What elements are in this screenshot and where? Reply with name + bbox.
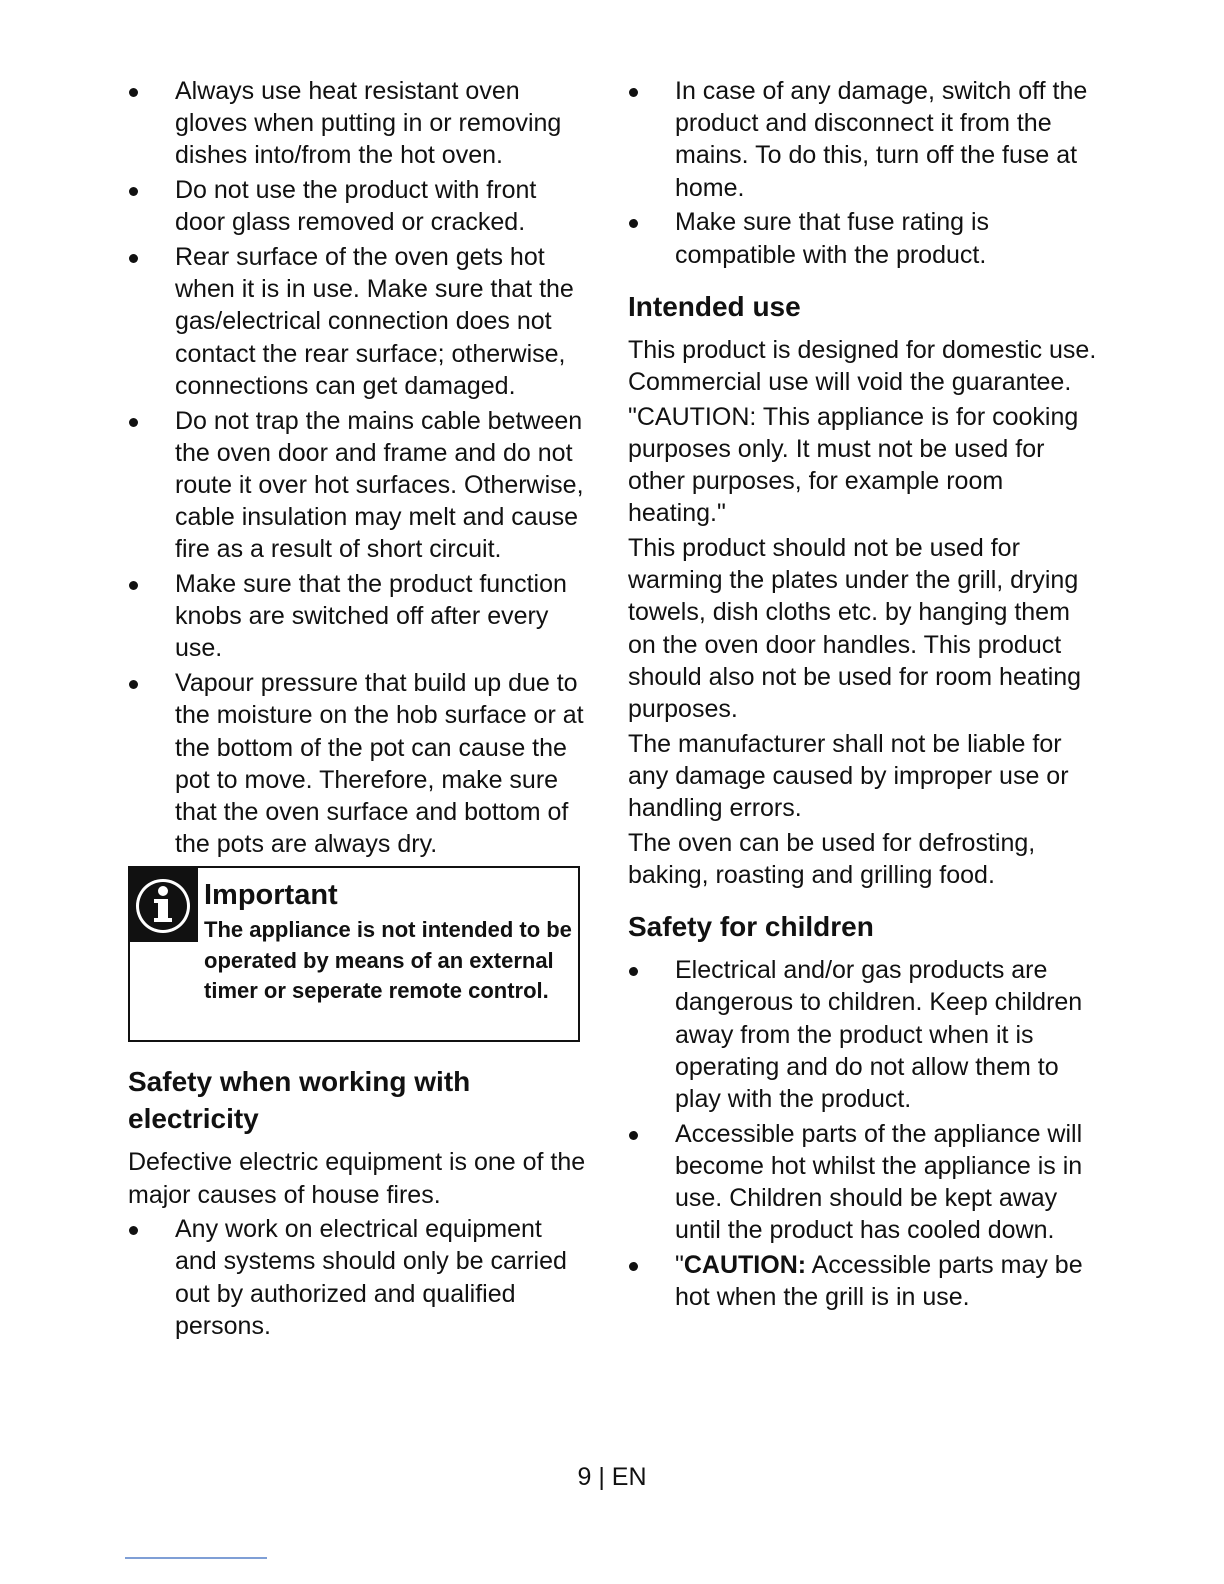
bullet-icon (129, 581, 138, 590)
electricity-bullet-list (128, 1213, 590, 1342)
page-number: 9 | EN (577, 1463, 647, 1491)
list-item: Accessible parts of the appliance will become hot whilst the appliance is in use. Children should be kept away until the product has cooled down. (628, 1118, 1098, 1247)
bullet-icon (629, 219, 638, 228)
info-icon (128, 866, 198, 942)
caution-label: CAUTION: (683, 1251, 807, 1279)
bullet-icon (629, 88, 638, 97)
bullet-icon (629, 967, 638, 976)
bullet-icon (129, 680, 138, 689)
list-item: Make sure that the product function knobs are switched off after every use. (128, 568, 590, 665)
bullet-icon (129, 187, 138, 196)
list-item: Vapour pressure that build up due to the moisture on the hob surface or at the bottom of the pot can cause the pot to move. Therefore, make sure that the oven surface and bottom of the pots are always dry. (128, 667, 590, 860)
electricity-heading: Safety when working with electricity (128, 1066, 471, 1135)
list-item: Make sure that fuse rating is compatible with the product. (628, 206, 1098, 270)
bullet-icon (129, 254, 138, 263)
bullet-icon (629, 1262, 638, 1271)
list-item: In case of any damage, switch off the product and disconnect it from the mains. To do this, turn off the fuse at home. (628, 75, 1098, 204)
right-column (628, 75, 1098, 1316)
bottom-rule (125, 1557, 267, 1559)
left-column (128, 75, 590, 1345)
list-item: Rear surface of the oven gets hot when it is in use. Make sure that the gas/electrical connection does not contact the rear surface; otherwise, connections can get damaged. (128, 241, 590, 402)
children-bullet-list (628, 954, 1098, 1313)
bullet-icon (129, 88, 138, 97)
list-item: Any work on electrical equipment and systems should only be carried out by authorized and qualified persons. (128, 1213, 590, 1342)
list-item: Do not use the product with front door glass removed or cracked. (128, 174, 590, 238)
paragraph: The oven can be used for defrosting, baking, roasting and grilling food. (628, 828, 1036, 889)
left-bullet-list (128, 75, 590, 860)
important-text (204, 876, 574, 1006)
list-item: "CAUTION: Accessible parts may be hot when the grill is in use. (628, 1249, 1098, 1313)
important-notice-box (128, 866, 580, 1042)
bullet-icon (129, 418, 138, 427)
paragraph: This product is designed for domestic use. Commercial use will void the guarantee. (628, 335, 1097, 396)
important-body: The appliance is not intended to be operated by means of an external timer or seperate remote control. (204, 917, 572, 1003)
children-heading: Safety for children (628, 911, 874, 943)
important-title: Important (204, 879, 338, 912)
electricity-intro: Defective electric equipment is one of the major causes of house fires. (128, 1148, 586, 1209)
intended-use-heading: Intended use (628, 290, 801, 322)
paragraph: This product should not be used for warming the plates under the grill, drying towels, dish cloths etc. by hanging them on the oven door handles. This product should also not be used for room heating purposes. (628, 533, 1082, 723)
bullet-icon (629, 1131, 638, 1140)
paragraph: The manufacturer shall not be liable for any damage caused by improper use or handling errors. (628, 729, 1069, 823)
list-item: Always use heat resistant oven gloves when putting in or removing dishes into/from the hot oven. (128, 75, 590, 172)
right-bullet-list (628, 75, 1098, 271)
bullet-icon (129, 1226, 138, 1235)
list-item: Electrical and/or gas products are dangerous to children. Keep children away from the product when it is operating and do not allow them to play with the product. (628, 954, 1098, 1115)
list-item: Do not trap the mains cable between the oven door and frame and do not route it over hot surfaces. Otherwise, cable insulation may melt and cause fire as a result of short circuit. (128, 405, 590, 566)
paragraph: "CAUTION: This appliance is for cooking purposes only. It must not be used for other purposes, for example room heating." (628, 402, 1079, 528)
